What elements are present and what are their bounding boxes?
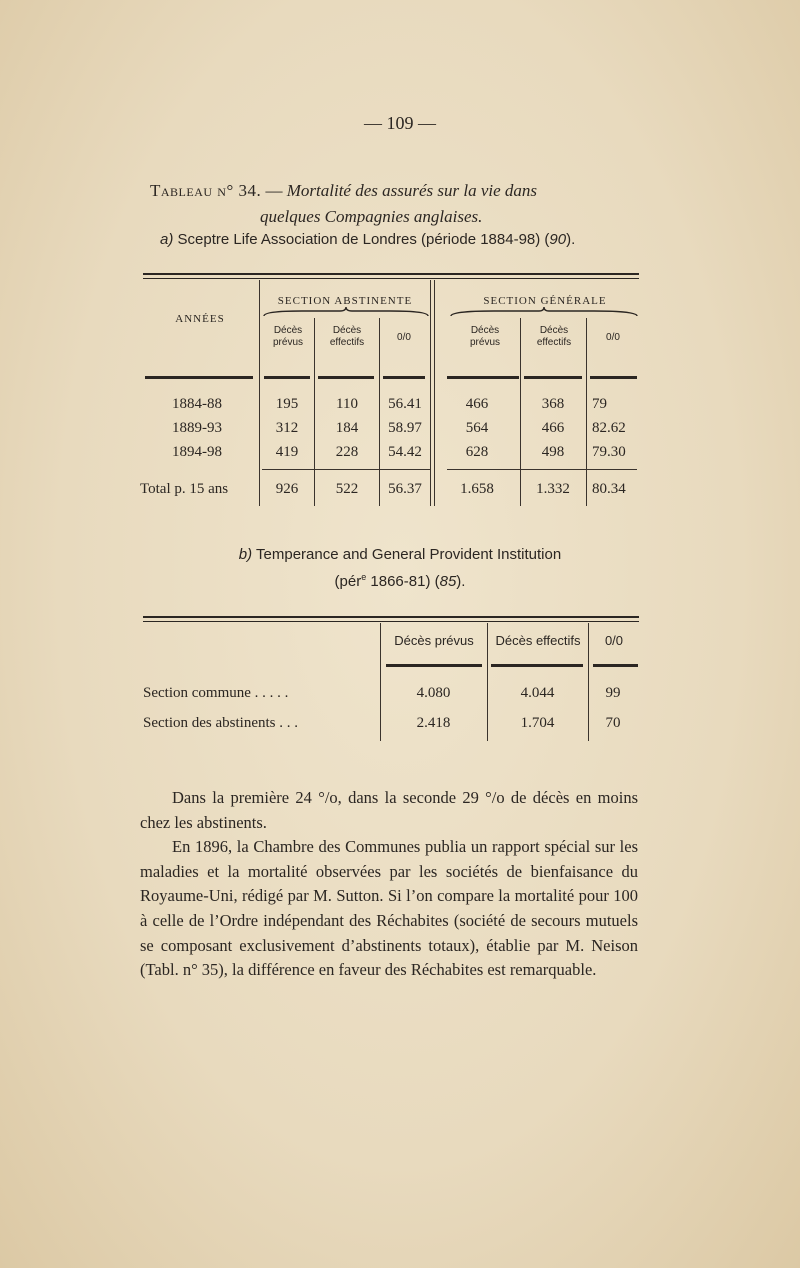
cell-prevus: 2.418 bbox=[416, 715, 451, 731]
caption-label: Tableau n° 34. bbox=[150, 181, 262, 200]
header-deces-prevus: Décès prévus bbox=[394, 633, 474, 648]
cell-ge-prevus: 466 bbox=[465, 396, 489, 412]
vline-mid1 bbox=[430, 280, 431, 506]
subtitle-sup: e bbox=[361, 572, 367, 582]
header-pct: 0/0 bbox=[604, 633, 624, 648]
caption-title-line1: Mortalité des assurés sur la vie dans bbox=[286, 181, 538, 200]
cell-ab-pct: 58.97 bbox=[388, 420, 422, 436]
total-line-generale bbox=[447, 469, 637, 470]
cell-ab-prevus: 419 bbox=[275, 444, 299, 460]
sep-years bbox=[145, 376, 253, 379]
cell-ab-prevus: 195 bbox=[275, 396, 299, 412]
cell-ab-prevus: 312 bbox=[275, 420, 299, 436]
subtitle-ref: 85 bbox=[439, 573, 457, 590]
sub-generale-effectifs: Décès effectifs bbox=[536, 325, 572, 348]
cell-effectifs: 1.704 bbox=[520, 715, 555, 731]
paragraph-1: Dans la première 24 °/o, dans la seconde 29 °/o de décès en moins chez les abstinents. bbox=[140, 788, 638, 832]
body-text bbox=[140, 786, 638, 983]
top-rule bbox=[143, 616, 639, 618]
subtitle-ref: 90 bbox=[549, 231, 567, 248]
sep-4 bbox=[447, 376, 519, 379]
header-section-abstinente: SECTION ABSTINENTE bbox=[277, 295, 413, 307]
header-section-generale: SECTION GÉNÉRALE bbox=[483, 295, 607, 307]
vline-mid2 bbox=[434, 280, 435, 506]
sep-6 bbox=[590, 376, 637, 379]
paragraph-2: En 1896, la Chambre des Communes publia un rapport spécial sur les maladies et la mortalité observées par les sociétés de bienfaisance du Royaume-Uni, rédigé par M. Sutton. Si l’on compare la mortalité pour 100 à celle de l’Ordre indépendant des Réchabites (société de secours mutuels se composant exclusivement d’abstinents totaux), établie par M. Neison (Tabl. n° 35), la différence en faveur des Réchabites est remarquable. bbox=[140, 837, 638, 980]
cell-ge-prevus: 628 bbox=[465, 444, 489, 460]
subtitle-prefix: b) bbox=[238, 546, 253, 563]
cell-ge-eff: 466 bbox=[541, 420, 565, 436]
top-rule-thin bbox=[143, 621, 639, 622]
top-rule-thin bbox=[143, 278, 639, 279]
subtitle-pre: (pér bbox=[334, 573, 362, 590]
total-line-abstinente bbox=[262, 469, 430, 470]
cell-ge-eff: 368 bbox=[541, 396, 565, 412]
table-b-subtitle bbox=[0, 544, 800, 593]
cell-total-ab-eff: 522 bbox=[335, 481, 359, 497]
cell-ge-pct: 79.30 bbox=[592, 444, 626, 460]
caption-dash: — bbox=[261, 181, 287, 200]
cell-ge-eff: 498 bbox=[541, 444, 565, 460]
cell-ab-pct: 54.42 bbox=[388, 444, 422, 460]
cell-total-ge-pct: 80.34 bbox=[592, 481, 626, 497]
sub-abstinente-prevus: Décès prévus bbox=[272, 325, 303, 348]
cell-year: 1894-98 bbox=[172, 444, 222, 460]
table-b-subtitle-line1 bbox=[0, 544, 800, 566]
row-label: Section commune . . . . . bbox=[143, 685, 289, 701]
cell-ab-eff: 228 bbox=[335, 444, 359, 460]
page-number: — 109 — bbox=[364, 113, 436, 133]
vline-years bbox=[259, 280, 260, 506]
sep-1 bbox=[264, 376, 310, 379]
subtitle-end: ). bbox=[456, 573, 466, 590]
sub-abstinente-pct: 0/0 bbox=[397, 332, 411, 343]
cell-total-ge-prevus: 1.658 bbox=[460, 481, 494, 497]
table-a-subtitle bbox=[160, 231, 575, 248]
cell-pct: 70 bbox=[605, 715, 621, 731]
cell-total-ge-eff: 1.332 bbox=[536, 481, 570, 497]
cell-total-ab-prevus: 926 bbox=[275, 481, 299, 497]
sep-b2 bbox=[491, 664, 583, 667]
brace-generale bbox=[449, 307, 639, 317]
vline-g2 bbox=[586, 318, 587, 506]
subtitle-text: Sceptre Life Association de Londres (période 1884-98) ( bbox=[173, 231, 550, 248]
cell-prevus: 4.080 bbox=[416, 685, 451, 701]
table-b-subtitle-line2 bbox=[0, 566, 800, 593]
cell-ge-pct: 82.62 bbox=[592, 420, 626, 436]
sep-5 bbox=[524, 376, 582, 379]
brace-abstinente bbox=[262, 307, 430, 317]
caption-title-line2: quelques Compagnies anglaises. bbox=[260, 207, 483, 226]
cell-ab-eff: 184 bbox=[335, 420, 359, 436]
sub-abstinente-effectifs: Décès effectifs bbox=[329, 325, 365, 348]
cell-ge-prevus: 564 bbox=[465, 420, 489, 436]
header-years: ANNÉES bbox=[175, 313, 225, 325]
sep-b3 bbox=[593, 664, 638, 667]
cell-ab-eff: 110 bbox=[336, 396, 358, 412]
cell-total-label: Total p. 15 ans bbox=[140, 481, 229, 497]
sub-generale-pct: 0/0 bbox=[606, 332, 620, 343]
cell-ge-pct: 79 bbox=[592, 396, 607, 412]
sep-2 bbox=[318, 376, 374, 379]
cell-year: 1884-88 bbox=[172, 396, 222, 412]
subtitle-suffix: ). bbox=[566, 231, 576, 248]
row-label: Section des abstinents . . . bbox=[143, 715, 298, 731]
cell-ab-pct: 56.41 bbox=[388, 396, 422, 412]
subtitle-prefix: a) bbox=[160, 231, 174, 248]
cell-effectifs: 4.044 bbox=[520, 685, 555, 701]
cell-total-ab-pct: 56.37 bbox=[388, 481, 422, 497]
cell-year: 1889-93 bbox=[172, 420, 222, 436]
cell-pct: 99 bbox=[605, 685, 621, 701]
subtitle-post: 1866-81) ( bbox=[366, 573, 440, 590]
sep-b1 bbox=[386, 664, 482, 667]
top-rule bbox=[143, 273, 639, 275]
sep-3 bbox=[383, 376, 425, 379]
header-deces-effectifs: Décès effectifs bbox=[495, 633, 581, 648]
subtitle-line1: Temperance and General Provident Institution bbox=[252, 546, 562, 563]
table-caption bbox=[150, 178, 670, 230]
sub-generale-prevus: Décès prévus bbox=[469, 325, 500, 348]
